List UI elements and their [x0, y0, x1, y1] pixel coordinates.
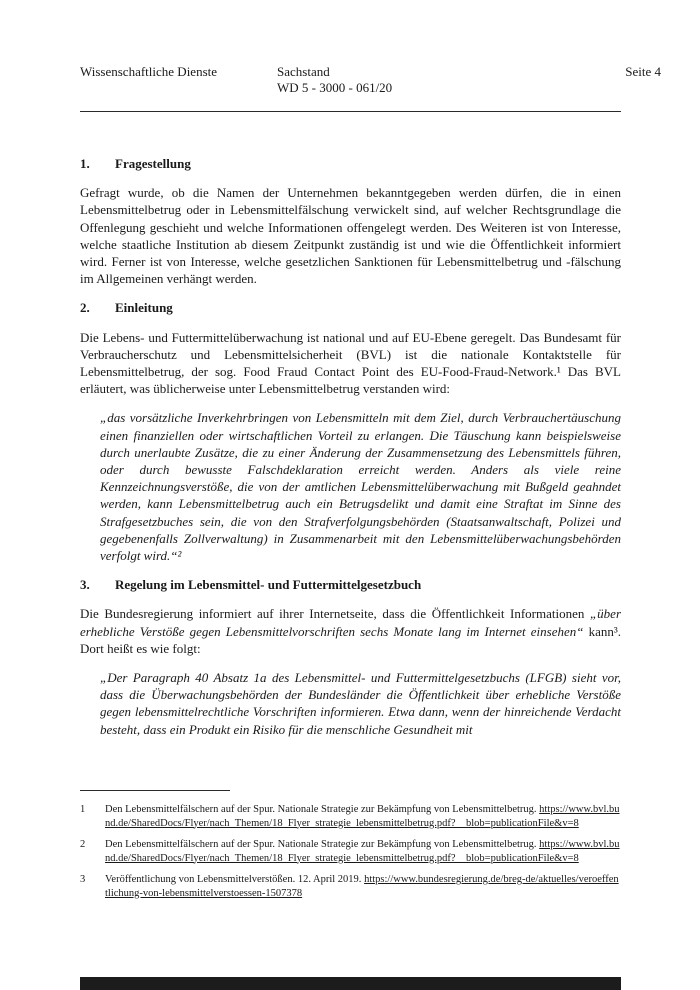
header-organization: Wissenschaftliche Dienste [80, 64, 218, 79]
blockquote: „Der Paragraph 40 Absatz 1a des Lebensmittel- und Futtermittelgesetzbuchs (LFGB) sieht vor, dass die Überwachungsbehörden der Bundesländer die Öffentlichkeit über erhebliche Verstöße gegen lebensmittelrechtliche Vorschriften informieren. Etwa dann, wenn der hinreichende Verdacht besteht, dass ein Produkt ein Risiko für die menschliche Gesundheit mit [100, 670, 621, 737]
page-bottom-bar [80, 977, 621, 990]
footnote-text: Veröffentlichung von Lebensmittelverstößen. 12. April 2019. [105, 874, 362, 885]
section-heading-1 [80, 155, 621, 172]
header-doc-info [277, 64, 392, 96]
footnote-number: 3 [80, 874, 86, 885]
paragraph [80, 605, 621, 657]
footnotes-section [80, 790, 621, 908]
paragraph: Gefragt wurde, ob die Namen der Unternehmen bekanntgegeben werden dürfen, die in einen Lebensmittelbetrug oder in Lebensmittelfälschung verwickelt sind, auf welcher Rechtsgrundlage die Offenlegung geschieht und welche Informationen offengelegt werden. Des Weiteren ist von Interesse, welche staatliche Institution ab diesem Zeitpunkt zuständig ist und wie die Öffentlichkeit informiert wird. Ferner ist von Interesse, welche gesetzlichen Sanktionen für Lebensmittelbetrug und -fälschung im Allgemeinen verhängt werden. [80, 185, 621, 287]
footnote-link[interactable]: https://www.bvl.bund.de/SharedDocs/Flyer/nach_Themen/18_Flyer_strategie_lebensmittelbetrug.pdf?__blob=publicationFile&v=8 [105, 839, 620, 864]
section-number: 2. [80, 300, 90, 316]
footnote-number: 1 [80, 804, 86, 815]
header-doc-type: Sachstand [277, 64, 330, 79]
footnote-separator [80, 790, 230, 791]
footnote [80, 838, 621, 865]
footnote-link[interactable]: https://www.bundesregierung.de/breg-de/aktuelles/veroeffentlichung-von-lebensmittelverstoessen-1507378 [105, 874, 619, 899]
header-page-number: Seite 4 [625, 64, 661, 79]
section-heading-3 [80, 576, 621, 593]
section-number: 3. [80, 577, 90, 593]
paragraph-text: kann³. Dort heißt es wie folgt: [80, 623, 621, 656]
document-body [80, 155, 621, 750]
footnote [80, 803, 621, 830]
footnote-body [105, 873, 621, 900]
footnote-text: Den Lebensmittelfälschern auf der Spur. Nationale Strategie zur Bekämpfung von Lebensmittelbetrug. [105, 839, 537, 850]
section-heading-2 [80, 299, 621, 316]
footnote-body [105, 803, 621, 830]
footnote-body [105, 838, 621, 865]
footnote-text: Den Lebensmittelfälschern auf der Spur. Nationale Strategie zur Bekämpfung von Lebensmittelbetrug. [105, 804, 537, 815]
header-divider [80, 111, 621, 112]
section-title: Einleitung [115, 300, 173, 316]
paragraph-text: Die Bundesregierung informiert auf ihrer Internetseite, dass die Öffentlichkeit Informationen [80, 606, 590, 622]
section-title: Fragestellung [115, 156, 191, 171]
footnote-link[interactable]: https://www.bvl.bund.de/SharedDocs/Flyer/nach_Themen/18_Flyer_strategie_lebensmittelbetrug.pdf?__blob=publicationFile&v=8 [105, 804, 620, 829]
blockquote: „das vorsätzliche Inverkehrbringen von Lebensmitteln mit dem Ziel, durch Verbrauchertäuschung einen finanziellen oder wirtschaftlichen Vorteil zu erlangen. Die Täuschung kann beispielsweise durch unerlaubte Zusätze, die zu einer Änderung der Zusammensetzung des Lebensmittels führen, oder durch bewusste Falschdeklaration erreicht werden. Anders als viele reine Kennzeichnungsverstöße, die von der amtlichen Lebensmittelüberwachung mit Bußgeld geahndet werden, kann Lebensmittelbetrug auch ein Betrugsdelikt und damit eine Straftat im Sinne des Strafgesetzbuches sein, die von den Strafverfolgungsbehörden (Staatsanwaltschaft, Polizei und gegebenenfalls Zollverwaltung) in Zusammenarbeit mit den Lebensmittelüberwachungsbehörden verfolgt wird.“² [100, 410, 621, 564]
section-number: 1. [80, 156, 90, 171]
header-doc-number: WD 5 - 3000 - 061/20 [277, 80, 393, 95]
footnote [80, 873, 621, 900]
section-title: Regelung im Lebensmittel- und Futtermittelgesetzbuch [115, 577, 422, 593]
inline-quote: „über erhebliche Verstöße gegen Lebensmittelvorschriften sechs Monate lang im Internet einsehen“ [80, 606, 621, 639]
paragraph: Die Lebens- und Futtermittelüberwachung ist national und auf EU-Ebene geregelt. Das Bundesamt für Verbraucherschutz und Lebensmittelsicherheit (BVL) ist die nationale Kontaktstelle für Lebensmittelbetrug, der sog. Food Fraud Contact Point des EU-Food-Fraud-Network.¹ Das BVL erläutert, was üblicherweise unter Lebensmittelbetrug verstanden wird: [80, 329, 621, 397]
footnote-number: 2 [80, 839, 86, 850]
